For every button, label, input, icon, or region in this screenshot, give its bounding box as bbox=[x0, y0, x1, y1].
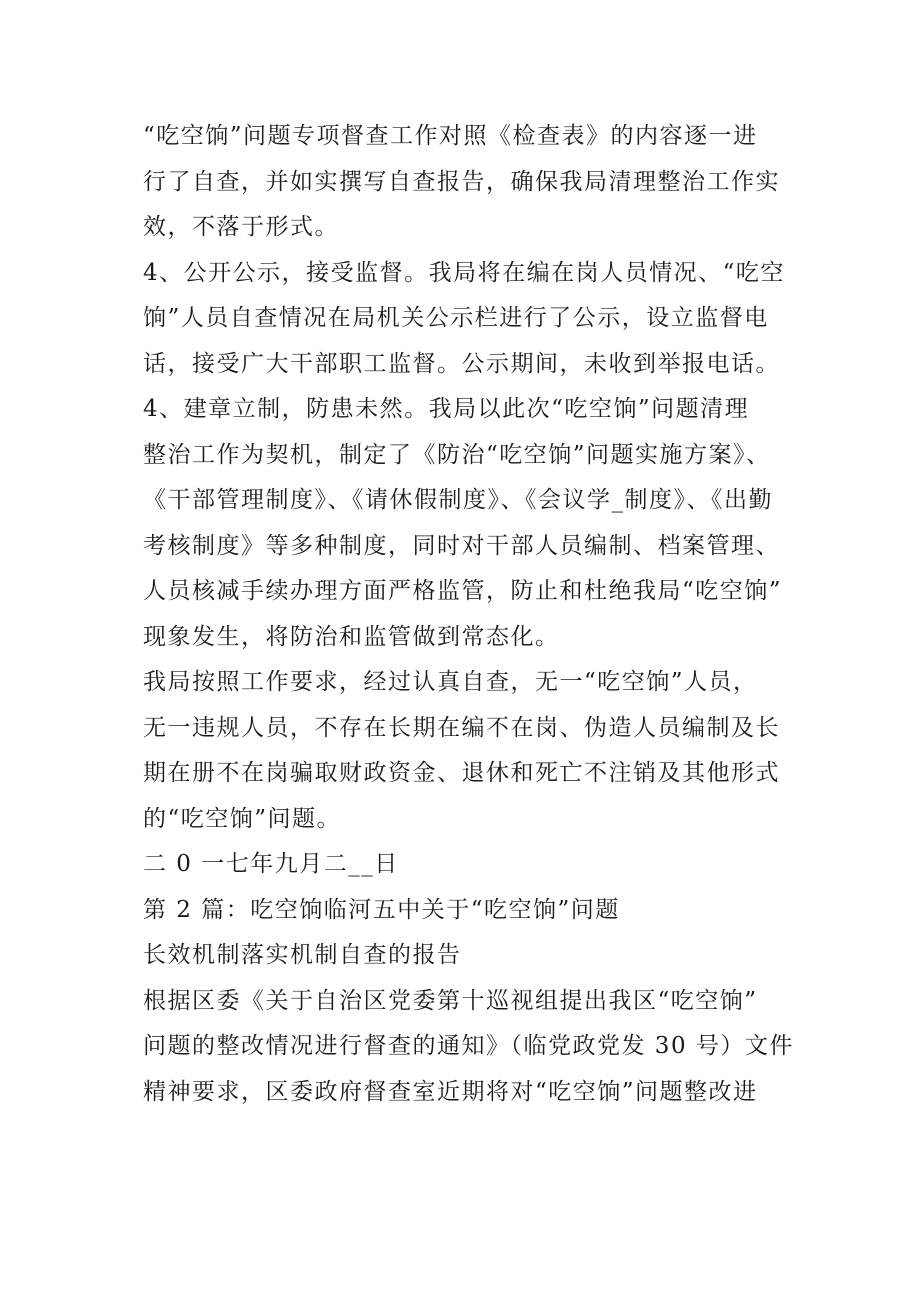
text-line: 我局按照工作要求，经过认真自查，无一“吃空饷”人员， bbox=[143, 669, 758, 695]
text-line: 整治工作为契机，制定了《防治“吃空饷”问题实施方案》、 bbox=[143, 441, 771, 468]
text-line: 问题的整改情况进行督查的通知》（临党政党发 30 号）文件 bbox=[143, 1033, 794, 1059]
date-line: 二 0 一七年九月二__日 bbox=[143, 851, 399, 877]
section-heading-continued: 长效机制落实机制自查的报告 bbox=[143, 942, 462, 968]
text-line: 人员核减手续办理方面严格监管，防止和杜绝我局“吃空饷” bbox=[143, 578, 783, 604]
text-line: 话，接受广大干部职工监督。公示期间，未收到举报电话。 bbox=[143, 350, 780, 377]
text-line: 4、建章立制，防患未然。我局以此次“吃空饷”问题清理 bbox=[143, 396, 750, 422]
text-line: 饷”人员自查情况在局机关公示栏进行了公示，设立监督电 bbox=[143, 305, 769, 331]
text-line: “吃空饷”问题专项督查工作对照《检查表》的内容逐一进 bbox=[143, 123, 758, 149]
text-line: 4、公开公示，接受监督。我局将在编在岗人员情况、“吃空 bbox=[143, 259, 785, 286]
text-line: 现象发生，将防治和监管做到常态化。 bbox=[143, 623, 560, 650]
text-line: 的“吃空饷”问题。 bbox=[143, 805, 342, 832]
text-line: 考核制度》等多种制度，同时对干部人员编制、档案管理、 bbox=[143, 532, 780, 559]
text-line: 行了自查，并如实撰写自查报告，确保我局清理整治工作实 bbox=[143, 168, 780, 195]
text-line: 效，不落于形式。 bbox=[143, 214, 339, 240]
section-heading: 第 2 篇：吃空饷临河五中关于“吃空饷”问题 bbox=[143, 896, 620, 923]
document-body bbox=[143, 114, 823, 1115]
text-line: 无一违规人员，不存在长期在编不在岗、伪造人员编制及长 bbox=[143, 714, 780, 741]
text-line: 根据区委《关于自治区党委第十巡视组提出我区“吃空饷” bbox=[143, 987, 758, 1014]
text-line: 《干部管理制度》、《请休假制度》、《会议学_制度》、《出勤 bbox=[143, 487, 773, 513]
text-line: 精神要求，区委政府督查室近期将对“吃空饷”问题整改进 bbox=[143, 1078, 758, 1105]
text-line: 期在册不在岗骗取财政资金、退休和死亡不注销及其他形式 bbox=[143, 760, 780, 786]
